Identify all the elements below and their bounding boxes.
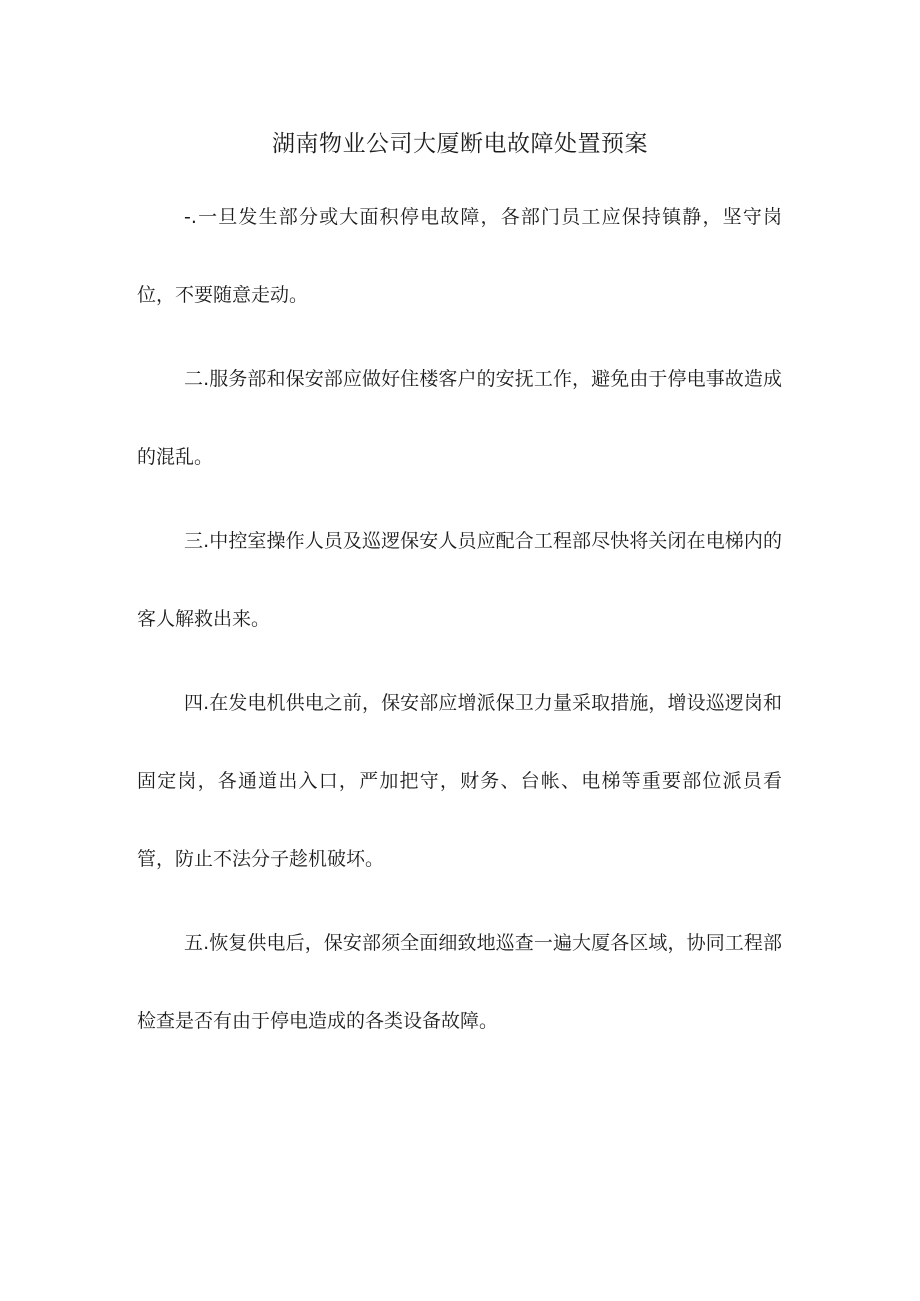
paragraph-1: -.一旦发生部分或大面积停电故障，各部门员工应保持镇静，坚守岗位，不要随意走动。 bbox=[137, 206, 782, 306]
paragraph-5: 五.恢复供电后，保安部须全面细致地巡查一遍大厦各区域，协同工程部检查是否有由于停电造成的各类设备故障。 bbox=[137, 932, 782, 1032]
paragraph-3: 三.中控室操作人员及巡逻保安人员应配合工程部尽快将关闭在电梯内的客人解救出来。 bbox=[137, 530, 782, 630]
paragraph-2: 二.服务部和保安部应做好住楼客户的安抚工作，避免由于停电事故造成的混乱。 bbox=[137, 368, 782, 468]
document-title: 湖南物业公司大厦断电故障处置预案 bbox=[272, 131, 648, 157]
paragraph-4: 四.在发电机供电之前，保安部应增派保卫力量采取措施，增设巡逻岗和固定岗，各通道出入口，严加把守，财务、台帐、电梯等重要部位派员看管，防止不法分子趁机破坏。 bbox=[137, 692, 782, 870]
